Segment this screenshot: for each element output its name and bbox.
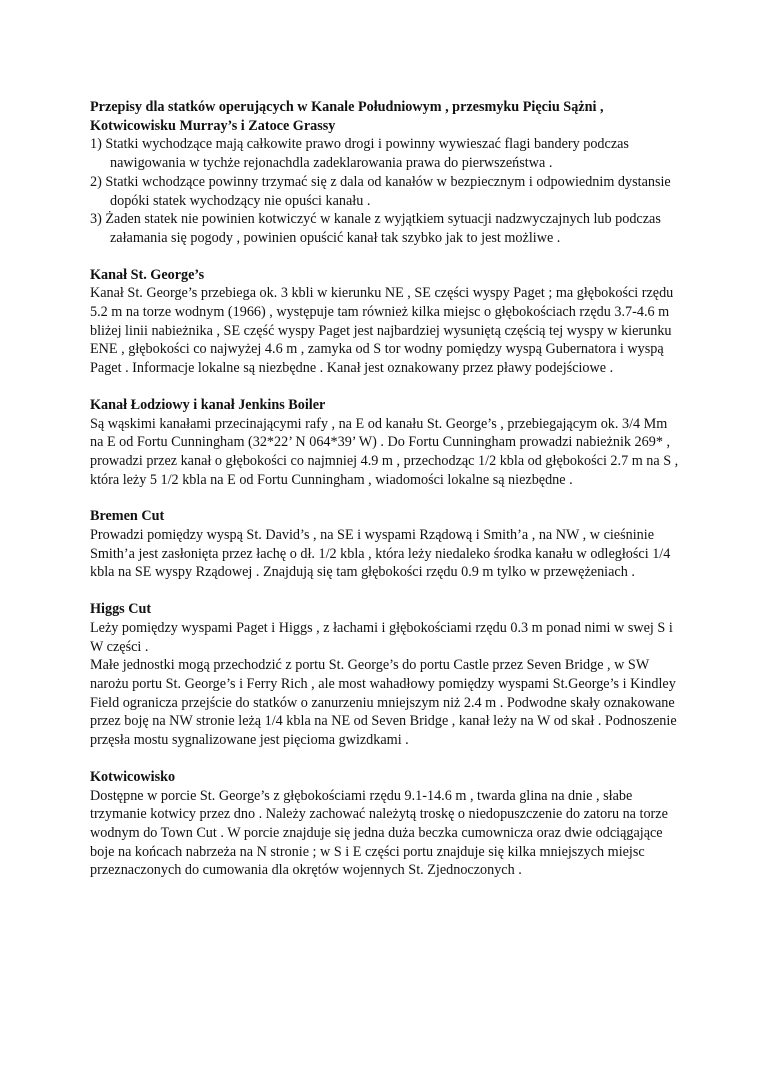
rules-list: [90, 135, 680, 247]
section-heading: Bremen Cut: [90, 508, 165, 525]
rule-item: 1) Statki wychodzące mają całkowite prawo drogi i powinny wywieszać flagi bandery podczas nawigowania w tychże rejonachdla zadeklarowania prawa do pierwszeństwa .: [90, 136, 629, 172]
section-heading: Kanał Łodziowy i kanał Jenkins Boiler: [90, 396, 326, 413]
section-heading: Kotwicowisko: [90, 768, 176, 785]
rule-item: 3) Żaden statek nie powinien kotwiczyć w kanale z wyjątkiem sytuacji nadzwyczajnych lub podczas załamania się pogody , powinien opuścić kanał tak szybko jak to jest możliwe .: [90, 211, 661, 246]
section-bremen-cut: [90, 507, 680, 582]
section-paragraph: Kanał St. George’s przebiega ok. 3 kbli w kierunku NE , SE części wyspy Paget ; ma głębokości rzędu 5.2 m na torze wodnym (1966) , występuje tam również kilka miejsc o głębokościach rzędu 3.7-4.6 m bliżej linii nabieżnika , SE część wyspy Paget jest najbardziej wysuniętą częścią tej wyspy w kierunku ENE , głębokości co najwyżej 4.6 m , zamyka od S tor wodny pomiędzy wyspą Gubernatora i wyspą Paget . Informacje lokalne są niezbędne . Kanał jest oznakowany przez pławy podejściowe .: [90, 285, 674, 377]
section-paragraph: Są wąskimi kanałami przecinającymi rafy , na E od kanału St. George’s , przebiegającym ok. 3/4 Mm na E od Fortu Cunningham (32*22’ N 064*39’ W) . Do Fortu Cunningham prowadzi nabieżnik 269* , prowadzi przez kanał o głębokości co najmniej 4.9 m , przechodząc 1/2 kbla od głębokości 2.7 m na S , która leży 5 1/2 kbla na E od Fortu Cunningham , wiadomości lokalne są niezbędne .: [90, 415, 679, 488]
section-paragraph: Leży pomiędzy wyspami Paget i Higgs , z łachami i głębokościami rzędu 0.3 m ponad nimi w swej S i W części .: [90, 619, 673, 655]
rule-item: 2) Statki wchodzące powinny trzymać się z dala od kanałów w bezpiecznym i odpowiednim dystansie dopóki statek wychodzący nie opuści kanału .: [90, 173, 671, 209]
section-heading: Higgs Cut: [90, 601, 152, 618]
section-paragraph: Prowadzi pomiędzy wyspą St. David’s , na SE i wyspami Rządową i Smith’a , na NW , w cieśninie Smith’a jest zasłonięta przez łachę o dł. 1/2 kbla , która leży niedaleko środka kanału w odległości 1/4 kbla na SE wyspy Rządowej . Znajdują się tam głębokości rzędu 0.9 m tylko w przewężeniach .: [90, 527, 671, 581]
section-paragraph: Małe jednostki mogą przechodzić z portu St. George’s do portu Castle przez Seven Bridge , w SW narożu portu St. George’s i Ferry Rich , ale most wahadłowy pomiędzy wyspami St.George’s i Kindley Field ogranicza przejście do statków o zanurzeniu mniejszym niż 2.4 m . Podwodne skały oznakowane przez boję na NW stronie leżą 1/4 kbla na NE od Seven Bridge , kanał leży na W od skał . Podnoszenie przęsła mostu sygnalizowane jest pięcioma gwizdkami .: [90, 657, 677, 749]
section-kotwicowisko: [90, 768, 680, 880]
section-kanal-lodziowy: [90, 396, 680, 490]
document-content: [90, 98, 680, 880]
section-st-georges: [90, 266, 680, 378]
section-paragraph: Dostępne w porcie St. George’s z głębokościami rzędu 9.1-14.6 m , twarda glina na dnie , słabe trzymanie kotwicy przez dno . Należy zachować należytą troskę o niedopuszczenie do zatoru na torze wodnym do Town Cut . W porcie znajduje się jedna duża beczka cumownicza oraz dwie odciągające boje na końcach nabrzeża na N stronie ; w S i E części portu znajduje się kilka mniejszych miejsc przeznaczonych do cumowania dla okrętów wojennych St. Zjednoczonych .: [90, 787, 668, 879]
document-title: Przepisy dla statków operujących w Kanale Południowym , przesmyku Pięciu Sążni , Kotwicowisku Murray’s i Zatoce Grassy: [90, 99, 604, 134]
section-higgs-cut: [90, 600, 680, 750]
section-heading: Kanał St. George’s: [90, 266, 205, 283]
